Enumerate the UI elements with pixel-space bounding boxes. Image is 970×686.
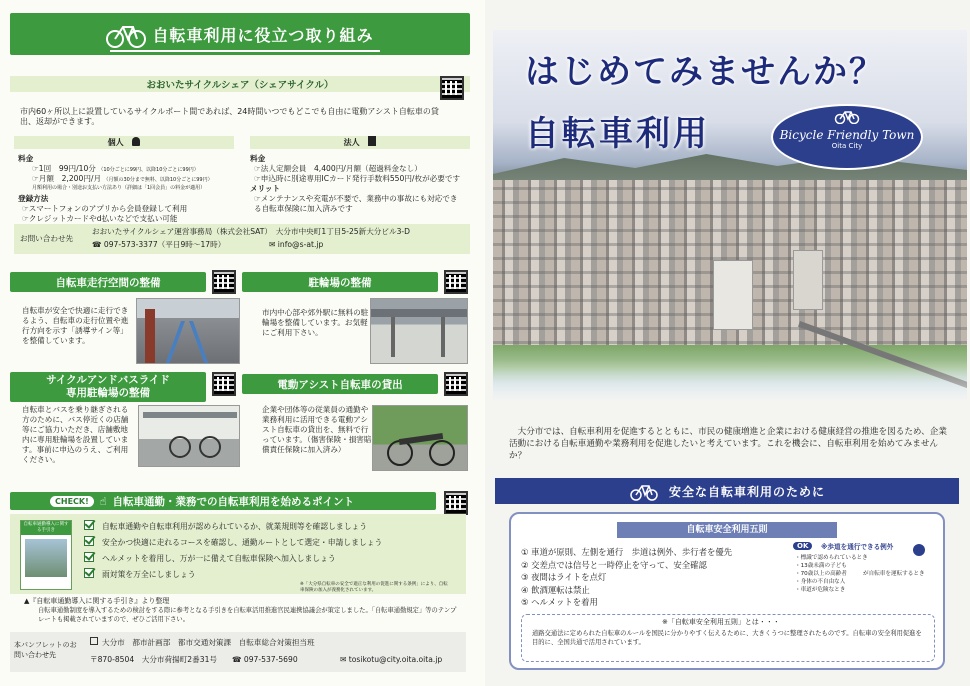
share-intro: 市内60ヶ所以上に設置しているサイクルポート間であれば、24時間いつでもどこでも自由に電動アシスト自転車の貸出、返却ができます。 [20,107,439,126]
assist-bike-photo [372,405,468,471]
corporate-details [250,154,465,214]
cover-fade [493,360,967,420]
badge-main: Bicycle Friendly Town [779,128,915,142]
ok-item: ・13歳未満の子ども [795,563,847,569]
bicycle-friendly-badge [771,104,923,170]
corporate-label: 法人 [343,138,360,147]
share-qr-code[interactable] [440,76,464,100]
check-badge: CHECK! [50,496,94,507]
badge-bicycle-icon [834,108,860,124]
corp-merit-1: ☞メンテナンスや充電が不要で、業務中の事故にも対応できる自転車保険に加入済みです [254,194,458,213]
contact-label: お問い合わせ先 [20,234,74,243]
rule-item: ① 車道が原則、左側を通行 歩道は例外、歩行者を優先 [521,547,733,557]
space-text: 自転車が安全で快適に走行できるよう、自転車の走行位置や進行方向を示す「誘導サイン等」を整備しています。 [22,306,129,345]
footer-label: 本パンフレットのお問い合わせ先 [14,641,77,659]
share-title: おおいたサイクルシェア（シェアサイクル） [146,80,334,91]
contact-org: おおいたサイクルシェア運営事務局（株式会社SAT） 大分市中央町1丁目5-25新大分ビル3-D [92,227,411,236]
ind-reg-2: ☞クレジットカードやd払いなどで支払い可能 [22,213,178,223]
rules-note-box [521,614,935,662]
ok-item: ・標識で認められているとき [795,555,868,561]
insurance-note: ※「大分県自転車の安全で適正な利用の促進に関する条例」により、自転車保険の加入が義務化されています。 [300,582,448,593]
guide-text: 自転車通勤制度を導入するための検討をする際に参考となる手引きを自転車活用推進官民連携協議会が策定しました。「自転車通勤規定」等のテンプレートも掲載されていますので、ぜひご活用下さい。 [38,607,457,623]
ind-fee-note: 月額利用の場合・別途お支払い方法あり（詳細は「1回会員」の料金が適用） [32,184,206,191]
right-page [485,0,970,686]
badge-sub: Oita City [831,142,863,150]
office-icon [90,637,98,645]
ok-items [795,554,868,594]
bus-bike-parking-photo [138,405,240,467]
rule-item: ④ 飲酒運転は禁止 [521,584,590,595]
safety-title: 安全な自転車利用のために [668,484,825,499]
cycle-ride-title-2: 専用駐輪場の整備 [66,387,150,399]
ok-item: ・身体の不自由な人 [795,579,846,585]
ok-tail: が自転車を運転するとき [863,571,925,577]
header-underline [110,50,380,52]
share-individual-head [14,136,234,149]
space-title: 自転車走行空間の整備 [10,272,206,292]
checkbox-icon [84,568,94,578]
share-title-bar [10,76,470,92]
share-contact [14,224,470,254]
individual-label: 個人 [107,138,124,147]
checkbox-icon [84,552,94,562]
pedestrian-icon [913,544,925,556]
rule-item: ⑤ ヘルメットを着用 [521,597,598,607]
cycle-ride-text: 自転車とバスを乗り継ぎされる方のために、バス停近くの店舗等にご協力いただき、店舗敷地内に専用駐輪場を設置しています。事前に申込のうえ、ご利用ください。 [22,405,129,464]
rule-item: ② 交差点では信号と一時停止を守って、安全確認 [521,559,707,570]
safety-bicycle-icon [629,481,659,501]
rules-note-title: ※「自転車安全利用五則」とは・・・ [662,618,780,626]
footer-dept: 大分市 都市計画部 都市交通対策課 自転車総合対策担当班 [90,637,460,648]
parking-qr-code[interactable] [444,270,468,294]
rules-list [521,546,791,609]
assist-text: 企業や団体等の従業員の通勤や業務利用に活用できる電動アシスト自転車の貸出を、無料で行っています。（傷害保険・損害賠償責任保険に加入済み） [262,405,372,454]
headline-2: 自転車利用 [525,114,710,154]
guide-cover [20,520,72,590]
commute-point: 安全かつ快適に走れるコースを確認し、通勤ルートとして選定・申請しましょう [84,536,454,552]
ind-reg-1: ☞スマートフォンのアプリから会員登録して利用 [22,203,188,213]
space-qr-code[interactable] [212,270,236,294]
corp-fee-2: ☞申込時に別途専用ICカード発行手数料550円/枚が必要です [254,174,461,183]
cycle-ride-title-1: サイクルアンドバスライド [46,374,170,386]
ind-fee-head: 料金 [18,154,34,163]
ok-box [787,540,937,602]
rule-item: ③ 夜間はライトを点灯 [521,572,607,582]
ind-fee-2: ☞月額 2,200円/月 （月額の30分まで無料、以降10分ごとに99円） [32,174,213,184]
parking-photo [370,298,468,364]
headline-1: はじめてみませんか？ [525,52,885,92]
commute-points [84,520,454,584]
corp-fee-1: ☞法人定額会員 4,400円/月額（超過料金なし） [254,164,422,173]
individual-details [18,154,242,224]
corp-fee-head: 料金 [250,154,266,163]
commute-point: ヘルメットを着用し、万が一に備えて自転車保険へ加入しましょう [84,552,454,568]
share-corporate-head [250,136,470,149]
commute-point: 雨対策を万全にしましょう [84,568,454,584]
contact-tel: ☎ 097-573-3377（平日9時〜17時） [92,240,226,249]
ind-fee-1: ☞1回 99円/10分 （10分ごとに99円、以降10分ごとに99円） [32,164,199,173]
safety-title-bar [495,478,959,504]
right-intro: 大分市では、自転車利用を促進するとともに、市民の健康増進と企業における健康経営の推進を図るため、企業活動における自転車通勤や業務利用を促進したいと考えています。これを機会に、自転車利用を始めてみませんか？ [509,427,947,461]
footer-tel: ☎ 097-537-5690 [232,655,298,664]
ok-item: ・70歳以上の高齢者 [795,571,847,577]
ok-title: ※歩道を通行できる例外 [821,543,894,551]
rules-box [509,512,945,670]
left-header [10,13,470,55]
bike-lane-photo [136,298,240,364]
parking-text: 市内中心部や郊外駅に無料の駐輪場を整備しています。お気軽にご利用下さい。 [262,308,369,337]
assist-title: 電動アシスト自転車の貸出 [242,374,438,394]
commute-point: 自転車通勤や自転車利用が認められているか、就業規則等を確認しましょう [84,520,454,536]
corp-merit-head: メリット [250,184,281,193]
bicycle-icon [106,19,146,49]
parking-title: 駐輪場の整備 [242,272,438,292]
commute-title: 自転車通勤・業務での自転車利用を始めるポイント [112,495,354,508]
cycle-ride-qr-code[interactable] [212,372,236,396]
ind-reg-head: 登録方法 [18,193,49,203]
assist-qr-code[interactable] [444,372,468,396]
commute-qr-code[interactable] [444,491,468,515]
left-footer [10,632,466,672]
contact-mail[interactable]: ✉ info@s-at.jp [269,240,324,249]
commute-title-bar [10,492,436,510]
ok-badge: OK [793,542,812,550]
checkbox-icon [84,536,94,546]
cycle-ride-title [10,372,206,402]
rules-title: 自転車安全利用五則 [617,522,837,538]
guide-ref: ▲『自転車通勤導入に関する手引き』より整理 [24,597,170,605]
footer-postal: 〒870-8504 大分市荷揚町2番31号 [90,655,217,664]
guide-cover-title: 自転車通勤導入に関する手引き [21,521,71,535]
ok-item: ・車道が危険なとき [795,587,846,593]
checkbox-icon [84,520,94,530]
thumbs-up-icon: ☝ [99,494,107,508]
left-header-title: 自転車利用に役立つ取り組み [152,25,374,45]
rules-note: 道路交通法に定められた自転車のルールを国民に分かりやすく伝えるために、大きくうつに整理されたものです。自転車の安全利用促進を目的に、全国共通で活用されています。 [532,630,922,646]
building-icon [368,136,376,146]
footer-mail[interactable]: ✉ tosikotu@city.oita.oita.jp [340,655,443,664]
person-icon [132,137,140,146]
